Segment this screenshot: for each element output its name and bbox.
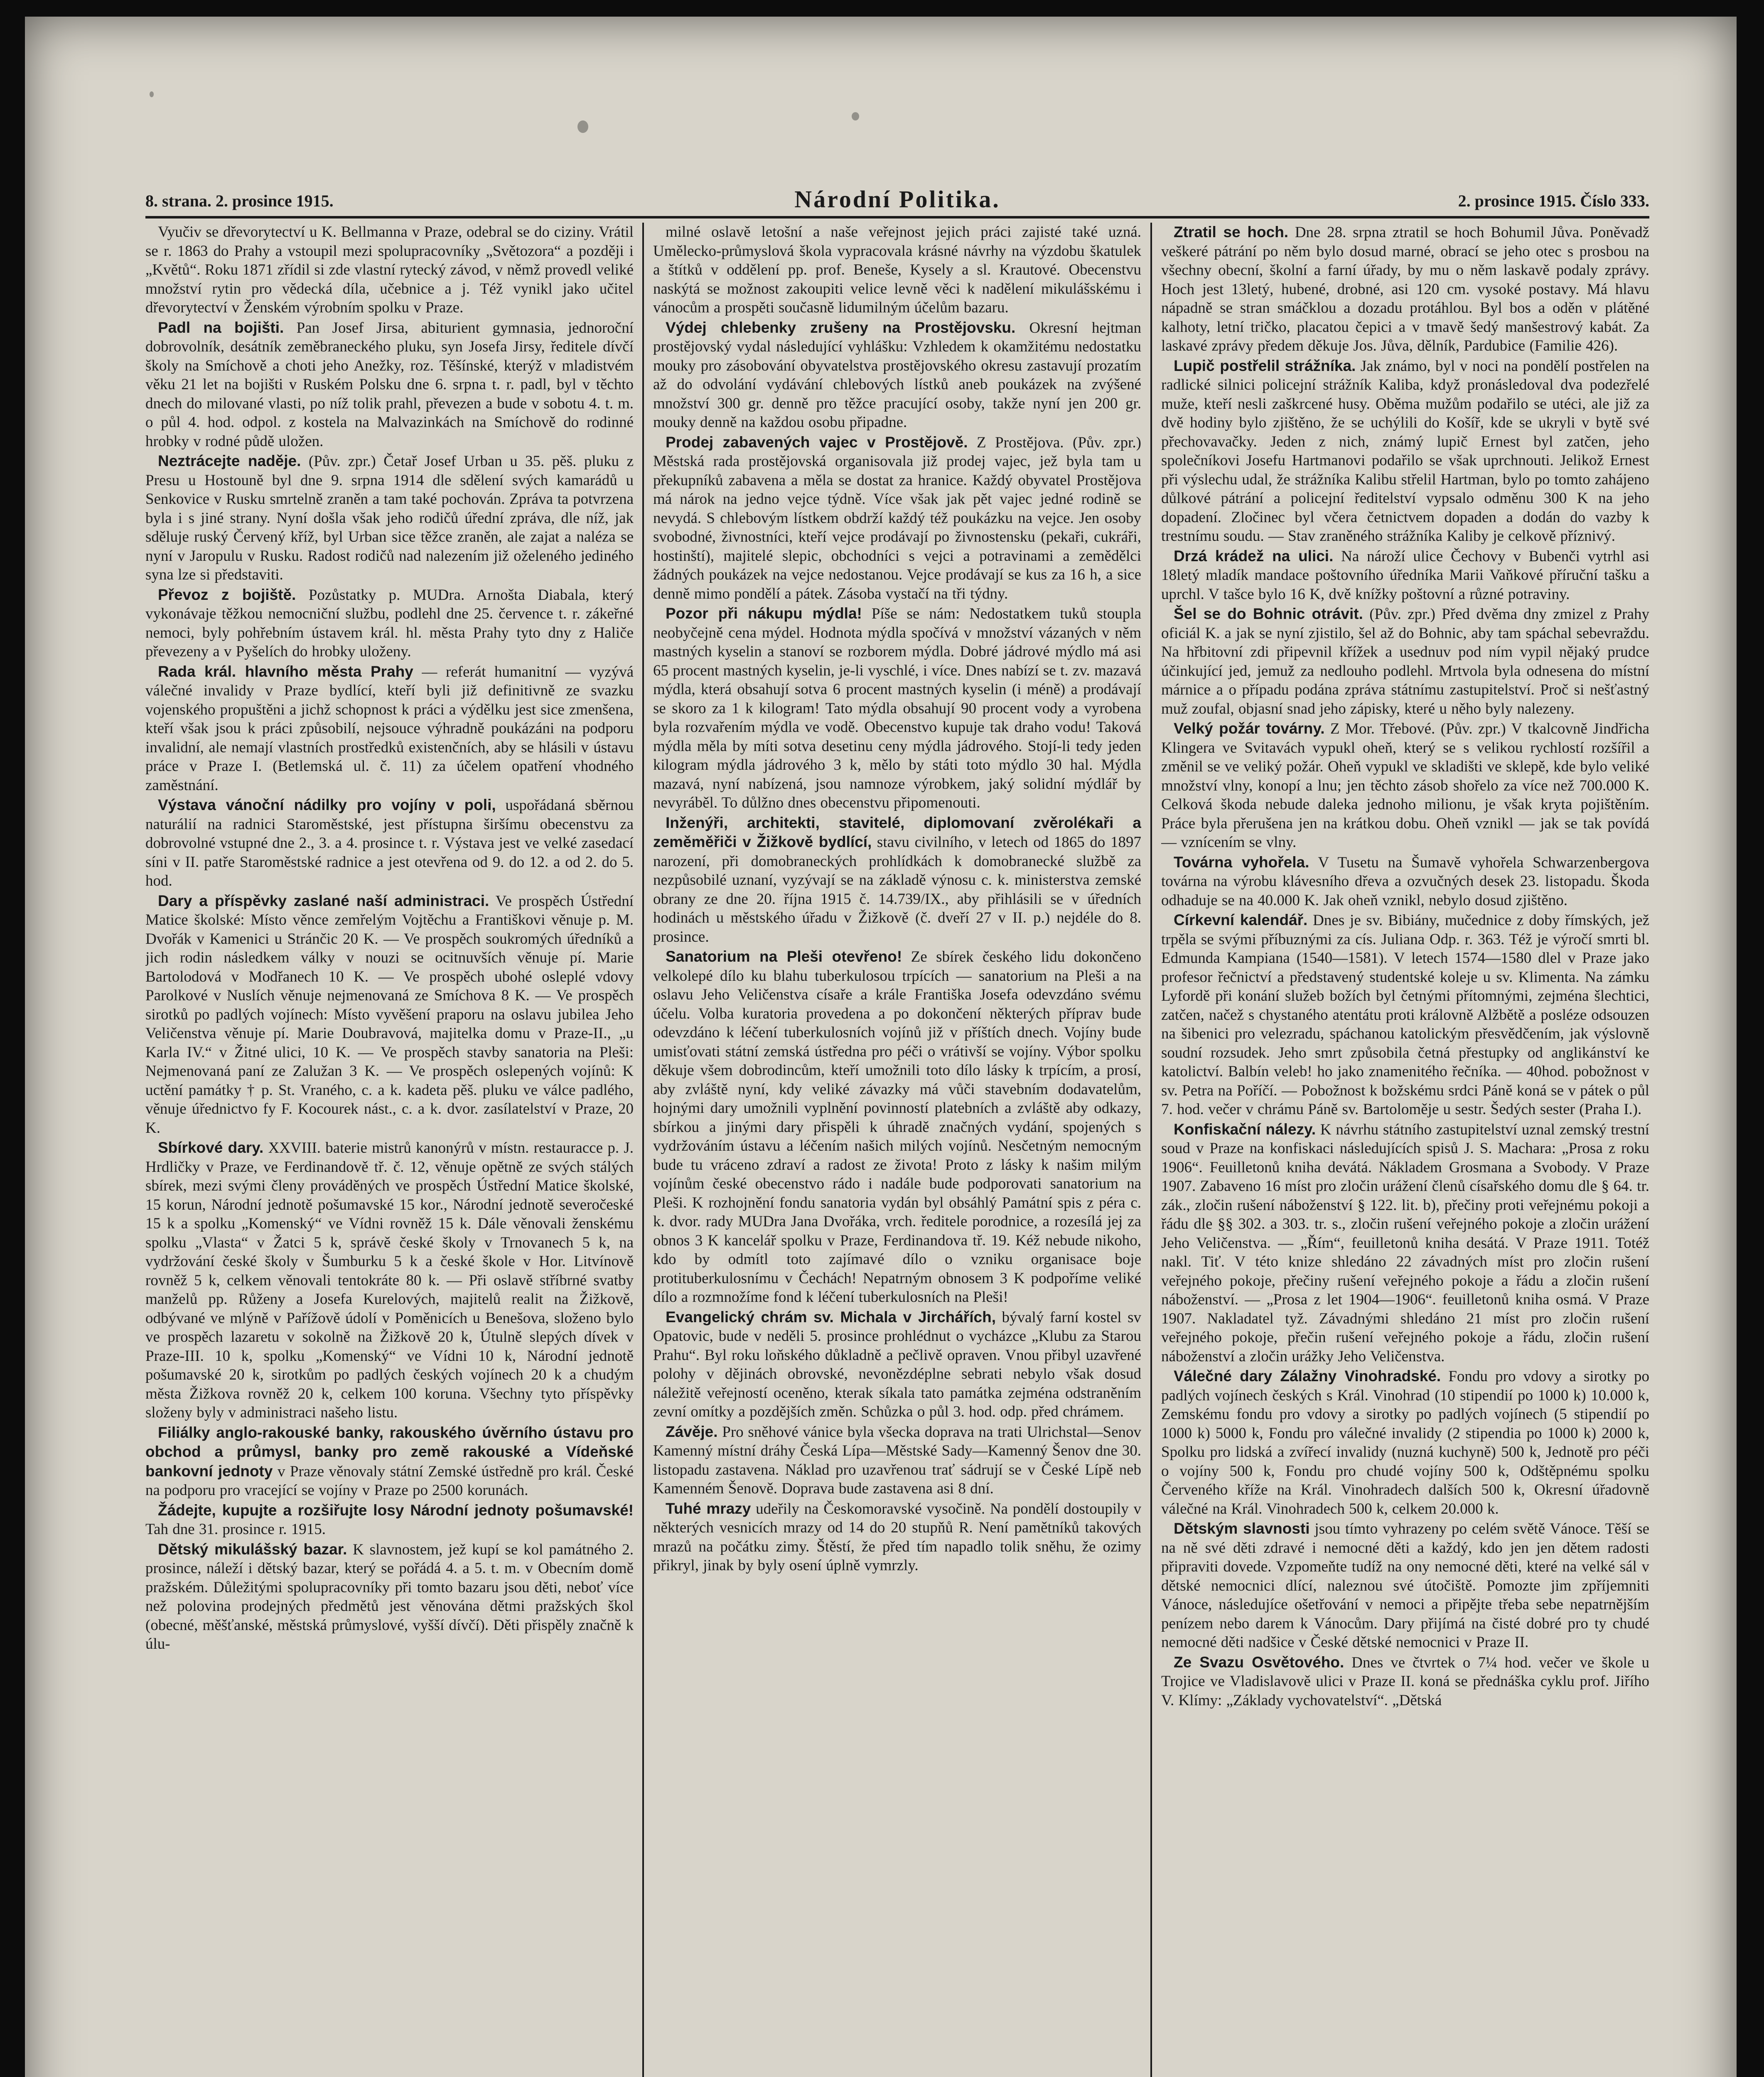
ink-speck bbox=[150, 91, 154, 97]
news-item bbox=[653, 604, 1141, 813]
masthead-title: Národní Politika. bbox=[794, 186, 1000, 213]
news-text: Dnes je sv. Bibiány, mučednice z doby římských, jež trpěla se svými příbuznými za cís. Juliana Odp. r. 363. Též je výročí smrti bl. Edmunda Kampiana (1540—1581). V letech 1574—1580 dlel v Praze jako profesor řečnictví a představený studentské koleje u sv. Klimenta. Na zámku Lyfordě při konání služeb božích byl četnými přítomnými, zejména šlechtici, zatčen, načež s chystaného atentátu proti královně Alžbětě a posléze odsouzen na šibenici pro velezradu, spáchanou katolickým přesvědčením, jak výslovně soudní rozsudek. Jeho smrt způsobila četná přestupky od anglikánství ke katolictví. Balbín veleb! ho jako znamenitého řečníka. — 40hod. pobožnost v sv. Petra na Poříčí. — Pobožnost k božskému srdci Páně koná se v pátek o půl 7. hod. večer v chrámu Páně sv. Bartoloměje u sestr. Šedých sester (Praha I.). bbox=[1161, 912, 1649, 1118]
news-text: Z Mor. Třebové. (Pův. zpr.) V tkalcovně Jindřicha Klingera ve Svitavách vypukl oheň, který se s velikou rychlostí rozšířil a změnil se ve veliký požár. Oheň vypukl ve skladišti ve sklepě, kde bylo veliké množství vlny, konopí a lnu; jen těchto zásob shořelo za více než 700.000 K. Celková škoda nebude daleka jednoho milionu, je však kryta pojištěním. Práce byla přerušena jen na krátkou dobu. Oheň vznikl — jak se tak povídá — vznícením se vlny. bbox=[1161, 720, 1649, 851]
news-headline: Drzá krádež na ulici. bbox=[1174, 547, 1334, 565]
news-text: Jak známo, byl v noci na pondělí postřelen na radlické silnici policejní strážník Kaliba, když pronásledoval dva podezřelé muže, kteří nesli zaškrcené husy. Oběma mužům podařilo se utéci, ale již za dvě hodiny bylo zjištěno, že se uchýlili do Košíř, kde se ukryli v bytě své přechovavačky. Jeden z nich, známý lupič Ernest byl zatčen, jeho společníkovi Josefu Hartmanovi podařilo se však uprchnouti. Jelikož Ernest při výslechu udal, že strážníka Kalibu střelil Hartman, bylo po tomto zahájeno důlkové pátrání a policejní ředitelství vypsalo odměnu 300 K na jeho dopadení. Zločinec byl včera četnictvem dopaden a dodán do vazby k trestnímu soudu. — Stav zraněného strážníka Kaliby je celkově příznivý. bbox=[1161, 357, 1649, 545]
page-number-date: 8. strana. 2. prosince 1915. bbox=[145, 191, 334, 210]
news-item bbox=[1161, 853, 1649, 910]
news-headline: Tuhé mrazy bbox=[666, 1500, 751, 1517]
news-text: Pozůstatky p. MUDra. Arnošta Diabala, který vykonávaje těžkou nemocniční službu, podlehl dne 25. července t. r. zákeřné nemoci, byly pohřebním ústavem král. hl. města Prahy tyto dny z Haliče převezeny a v Pyšelích do hrobky uloženy. bbox=[145, 586, 634, 660]
news-item bbox=[653, 1308, 1141, 1421]
news-text: Tah dne 31. prosince r. 1915. bbox=[145, 1521, 326, 1538]
news-text: Pro sněhové vánice byla všecka doprava na trati Ulrichstal—Senov Kamenný místní dráhy Česká Lípa—Městské Sady—Kamenný Šenov dne 30. listopadu zastavena. Náklad pro uzavřenou trať sádrují se v České Lípě neb Kamenném Šenově. Doprava bude zastavena asi 8 dní. bbox=[653, 1423, 1141, 1497]
article-columns bbox=[145, 223, 1649, 2077]
news-headline: Pozor při nákupu mýdla! bbox=[666, 605, 862, 622]
newspaper-page bbox=[145, 183, 1649, 2077]
news-item bbox=[653, 223, 1141, 317]
news-text: Píše se nám: Nedostatkem tuků stoupla neobyčejně cena mýdel. Hodnota mýdla spočívá v množství vázaných v něm mastných kyselin a stanoví se rozborem mýdla. Dobré jádrové mýdlo má asi 65 procent mastných kyselin, je-li vyschlé, i více. Dnes nabízí se t. zv. mazavá mýdla, která obsahují sotva 6 procent mastných kyselin (i méně) a prodávají se skoro za 1 k kilogram! Tato mýdla obsahují 90 procent vody a vyrobena byla rozvařením mýdla ve vodě. Obecenstvo kupuje tak draho vodu! Taková mýdla měla by míti sotva desetinu ceny mýdla jádrového. Stojí-li tedy jeden kilogram mýdla jádrového 3 k, mělo by státi toto mýdlo 30 hal. Mýdla mazavá, nyní nabízená, jsou namnoze výrobkem, jaký solidní mýdlář by nevyráběl. To důlžno dnes obecenstvu připomenouti. bbox=[653, 605, 1141, 811]
news-text: udeřily na Českomoravské vysočině. Na pondělí dostoupily v některých vesnicích mrazy od 14 do 20 stupňů R. Není pamětníků takových mrazů na počátku zimy. Štěstí, že před tím napadlo tolik sněhu, že ozimy přikryl, jinak by byly osení úplně vymrzly. bbox=[653, 1500, 1141, 1574]
news-text: milné oslavě letošní a naše veřejnost jejich práci zajisté také uzná. Umělecko-průmyslová škola vypracovala krásné návrhy na výzdobu škatulek a štítků v oddělení pp. prof. Beneše, Kysely a sl. Krautové. Obecenstvu naskýtá se možnost zakoupiti velice levně věci k nadělení mikulášskému i vánocům a prospěti současně lidumilným účelům bazaru. bbox=[653, 223, 1141, 316]
news-headline: Válečné dary Zálažny Vinohradské. bbox=[1174, 1367, 1441, 1385]
news-item bbox=[145, 891, 634, 1138]
news-item bbox=[145, 452, 634, 584]
news-text: (Pův. zpr.) Před dvěma dny zmizel z Prahy oficiál K. a jak se nyní zjistilo, šel až do Bohnic, aby tam spáchal sebevraždu. Na hřbitovní zdi připevnil křížek a usednuv pod ním vypil nějaký prudce účinkující jed, jemuž za nedlouho podlehl. Mrtvola byla odnesena do místní márnice a o případu podána zpráva státnímu zastupitelství. Proč si nešťastný muž zoufal, objasní snad jeho zápisky, které u něho byly nalezeny. bbox=[1161, 606, 1649, 717]
news-text: Fondu pro vdovy a sirotky po padlých vojínech českých s Král. Vinohrad (10 stipendií po 1000 k) 10.000 k, Zemskému fondu pro vdovy a sirotky po padlých vojínech (5 stipendií po 1000 k) 5000 k, Fondu pro válečné invalidy (2 stipendia po 1000 k) 2000 k, Spolku pro lidská a zvířecí invalidy (nuzná kuchyně) 500 k, Jednotě pro péči o vojíny 500 k, Fondu pro chudé vojíny 500 k, Odštěpnému spolku Červeného kříže na Král. Vinohradech dalších 500 k, Okresní úřadovně válečné na Král. Vinohradech 500 k, celkem 20.000 k. bbox=[1161, 1368, 1649, 1517]
news-item bbox=[1161, 911, 1649, 1119]
news-item bbox=[1161, 719, 1649, 852]
news-text: K návrhu státního zastupitelství uznal zemský trestní soud v Praze na konfiskaci následujících spisů J. S. Machara: „Prosa z roku 1906“. Feuilletonů kniha devátá. Nákladem Grosmana a Svobody. V Praze 1907. Zabaveno 16 míst pro zločin urážení členů císařského domu dle § 64. tr. zák., zločin rušení náboženství § 122. lit. b), přečiny proti veřejnému pokoji a řádu dle §§ 302. a 303. tr. s., zločin rušení veřejného pokoje a zločin urážení Jeho Veličenstva. — „Řím“, feuilletonů kniha desátá. V Praze 1911. Totéž nakl. Tiť. V této knize shledáno 22 závadných míst pro zločin rušení veřejného pokoje, přečiny rušení veřejného pokoje a řádu a zločin rušení náboženství. — „Prosa z let 1904—1906“. feuilletonů kniha osmá. V Praze 1907. Nakladatel tyž. Závadnými shledáno 21 míst pro zločin rušení veřejného pokoje, přečin rušení veřejného pokoje a řádu, zločin rušení náboženství a zločin urážky Jeho Veličenstva. bbox=[1161, 1121, 1649, 1365]
news-item bbox=[653, 947, 1141, 1307]
news-text: v Praze věnovaly státní Zemské ústředně pro král. České na podporu pro vracející se vojíny v Praze po 2500 korunách. bbox=[145, 1463, 634, 1499]
news-text: Dnes ve čtvrtek o 7¼ hod. večer ve škole u Trojice ve Vladislavově ulici v Praze II. koná se přednáška cyklu prof. Jiřího V. Klímy: „Základy vychovatelství“. „Dětská bbox=[1161, 1654, 1649, 1709]
news-text: V Tusetu na Šumavě vyhořela Schwarzenbergova továrna na výrobu klávesního dřeva a ozvučných desek 23. listopadu. Škoda odhaduje se na 40.000 K. Jak oheň vznikl, nebylo dosud zjištěno. bbox=[1161, 854, 1649, 909]
column-3 bbox=[1161, 223, 1649, 2077]
news-text: jsou tímto vyhrazeny po celém světě Vánoce. Těší se na ně své děti zdravé i nemocné děti a každý, kdo jen jen dětem radosti připraviti dovede. Vzpomeňte tudíž na ony nemocné děti, které na velké sál v dětské nemocnici dlící, naleznou své útočiště. Pomozte jim zpříjemniti Vánoce, následujíce ošetřování v nemoci a připějte třeba sebe nepatrnějším penízem nebo darem k Vánocům. Dary přijímá na čisté dobré pro ty chudé nemocné děti nadšice v České dětské nemocnici v Praze II. bbox=[1161, 1520, 1649, 1651]
news-text: Pan Josef Jirsa, abiturient gymnasia, jednoroční dobrovolník, desátník zeměbraneckého pluku, syn Josefa Jirsy, ředitele dívčí školy na Smíchově a choti jeho Anežky, roz. Těšínské, kterýž v mladistvém věku 21 let na bojišti v Ruském Polsku dne 6. srpna t. r. padl, byl v těchto dnech do milované vlasti, po níž tolik prahl, převezen a bude v sobotu 4. t. m. o půl 4. hod. odpol. z kostela na Malvazinkách na Smíchově do rodinné hrobky v rodné půdě uložen. bbox=[145, 319, 634, 450]
ink-speck bbox=[577, 120, 588, 133]
news-item bbox=[145, 795, 634, 891]
news-headline: Šel se do Bohnic otrávit. bbox=[1174, 605, 1363, 622]
news-item bbox=[1161, 1519, 1649, 1652]
news-headline: Padl na bojišti. bbox=[158, 319, 284, 336]
news-item bbox=[653, 433, 1141, 604]
news-item bbox=[1161, 1120, 1649, 1366]
news-headline: Konfiskační nálezy. bbox=[1174, 1120, 1316, 1138]
news-headline: Sbírkové dary. bbox=[158, 1139, 264, 1156]
news-headline: Prodej zabavených vajec v Prostějově. bbox=[666, 433, 968, 451]
news-text: XXVIII. baterie mistrů kanonýrů v místn. restauracce p. J. Hrdličky v Praze, ve Ferdinandově tř. č. 12, věnuje opětně ze svých stálých sbírek, mezi svými členy prováděných ve prospěch Ústřední Matice školské, 15 korun, Národní jednotě pošumavské 15 kor., Národní jednotě severočeské 15 k a spolku „Komenský“ ve Vídni rovněž 15 k. Dále věnovali ženskému spolku „Vlasta“ v Žatci 5 k, správě české školy v Trnovanech 5 k, na vydržování české školy v Šumburku 5 k a české škole v Hor. Litvínově rovněž 5 k, celkem věnovali tentokráte 80 k. — Při oslavě stříbrné svatby manželů pp. Růženy a Josefa Kurelových, majitelů realit na Žižkově, odbývané ve mlýně v Pařížově údolí v Poměnicích u Benešova, složeno bylo ve prospěch lazaretu v sokolně na Žižkově 20 k, Útulně slepých dívek v Praze-III. 10 k, spolku „Komenský“ ve Vídni 10 k, Národní jednotě pošumavské 20 k, sirotkům po padlých českých vojínech 20 k a chudým města Žižkova rovněž 20 k, celkem 100 koruna. Všechny tyto příspěvky složeny byly v administraci našeho listu. bbox=[145, 1139, 634, 1421]
ink-speck bbox=[852, 112, 859, 120]
news-text: Vyučiv se dřevorytectví u K. Bellmanna v Praze, odebral se do ciziny. Vrátil se r. 1863 do Prahy a vstoupil mezi spolupracovníky „Světozora“ a později i „Květů“. Roku 1871 zřídil si zde vlastní rytecký závod, v němž provedl veliké množství rytin pro vědecká díla, učebnice a j. Též vynikl jako učitel dřevorytectví v Ženském výrobním spolku v Praze. bbox=[145, 223, 634, 316]
news-headline: Filiálky anglo-rakouské banky, rakouského úvěrního ústavu pro obchod a průmysl, banky pro země rakouské a Vídeňské bankovní jednoty bbox=[145, 1424, 634, 1480]
news-text: uspořádaná sběrnou naturálií na radnici Staroměstské, jest přístupna širšímu obecenstvu za dobrovolné vstupné dne 2., 3. a 4. prosince t. r. Výstava jest ve velké zasedací síni v II. patře Staroměstské radnice a jest otevřena od 9. do 12. a od 2. do 5. hod. bbox=[145, 797, 634, 889]
news-text: Na nároží ulice Čechovy v Bubenči vytrhl asi 18letý mladík mandace poštovního úředníka Marii Vaňkové příruční tašku a uprchl. V tašce bylo 16 K, dvě knížky poštovní a různé potraviny. bbox=[1161, 547, 1649, 603]
news-headline: Dětským slavnosti bbox=[1174, 1520, 1310, 1537]
news-item bbox=[145, 662, 634, 795]
news-text: stavu civilního, v letech od 1865 do 1897 narození, při domobraneckých prohlídkách k domobranecké službě za nezpůsobilé uznaní, vyzývají se na základě výnosu c. k. ministerstva zemské obrany ze dne 20. října 1915 č. 14.739/IX., aby přihlásili se v úředních hodinách u městského úřadu v Žižkově (č. dveří 27 v II. p.) nejdéle do 8. prosince. bbox=[653, 834, 1141, 945]
news-item bbox=[653, 318, 1141, 432]
newspaper-sheet bbox=[25, 17, 1737, 2077]
news-headline: Továrna vyhořela. bbox=[1174, 853, 1309, 871]
news-item bbox=[145, 1501, 634, 1539]
news-item bbox=[1161, 547, 1649, 604]
news-item bbox=[653, 1499, 1141, 1575]
news-headline: Výdej chlebenky zrušeny na Prostějovsku. bbox=[666, 319, 1016, 336]
news-headline: Závěje. bbox=[666, 1423, 718, 1440]
news-headline: Neztrácejte naděje. bbox=[158, 452, 301, 469]
news-text: bývalý farní kostel sv Opatovic, bude v neděli 5. prosince prohlédnut o vycházce „Klubu za Starou Prahu“. Byl roku loňského důkladně a pečlivě opraven. Vnou přibyl uzavřené polohy v dějinách obrovské, nevonězdéplne sebrati nebylo však dosud náležitě veřejností oceněno, kterak síkala tato památka zejména odstraněním zevní omítky a pozdějších změn. Schůzka o půl 3. hod. odp. před chrámem. bbox=[653, 1309, 1141, 1420]
column-2 bbox=[653, 223, 1141, 2077]
news-item bbox=[145, 1540, 634, 1654]
news-text: Okresní hejtman prostějovský vydal následující vyhlášku: Vzhledem k okamžitému nedostatku mouky pro zásobování obyvatelstva prostějovského okresu zastavují prozatím až do odvolání vydávání chlebových lístků aneb poukázek na zvýšené množství 300 gr. denně pro těžce pracující osoby, takže nyní jen 200 gr. mouky denně na každou osobu připadne. bbox=[653, 319, 1141, 431]
news-text: K slavnostem, jež kupí se kol památného 2. prosince, náleží i dětský bazar, který se pořádá 4. a 5. t. m. v Obecním domě pražském. Důležitými spolupracovníky při tomto bazaru jsou děti, neboť více než polovina prodejných předmětů jest věnována dětmi pražských škol (obecné, měšťanské, městská průmyslové, vyšší dívčí). Děti přispěly značně k úlu- bbox=[145, 1541, 634, 1652]
news-headline: Lupič postřelil strážníka. bbox=[1174, 357, 1356, 374]
news-headline: Evangelický chrám sv. Michala v Jirchářích, bbox=[666, 1308, 996, 1326]
news-item bbox=[1161, 1367, 1649, 1518]
news-item bbox=[1161, 604, 1649, 718]
news-text: Ze sbírek českého lidu dokončeno velkolepé dílo ku blahu tuberkulosou trpících — sanatorium na Pleši a na oslavu Jeho Veličenstva císaře a krále Františka Josefa odevzdáno svému účelu. Volba kuratoria provedena a po dokončení některých příprav bude odevzdáno k léčení tuberkulosních vojínů již v příštích dnech. Vojíny bude umisťovati státní zemská ústředna pro péči o vrátivší se vojíny. Výbor spolku děkuje všem dobrodincům, kteří umožnili toto dílo lásky k trpícím, a prosí, aby zvláště nyní, kdy veliké závazky má vůči stavebním dodavatelům, hojnými dary umožnili vyplnění povinností platebních a zvláště aby odkazy, sbírkou a jinými dary přispěli k úhradě značných vydání, spojených s vydržováním ústavu a léčením našich milých vojínů. Nesčetným nemocným bude tu vráceno zdraví a radost ze života! Proto z lásky k našim milým vojínům české obecenstvo rádo i nadále bude podporovati sanatorium na Pleši. K rozhojnění fondu sanatoria vydán byl obsáhlý Památní spis z péra c. k. dvor. rady MUDra Jana Dvořáka, vrch. ředitele porodnice, a rozesílá jej za obnos 3 K kancelář spolku v Praze, Ferdinandova tř. 19. Kéž nebude nikoho, kdo by odmítl toto zajímavé dílo o vzniku organisace boje protituberkulosnímu v Čechách! Nepatrným obnosem 3 K podpoříme veliké dílo a rozmnožíme fond k léčení tuberkulosních na Pleši! bbox=[653, 948, 1141, 1306]
news-item bbox=[145, 585, 634, 661]
news-text: — referát humanitní — vyzývá válečné invalidy v Praze bydlící, kteří byli již definitivně ze svazku vojenského propuštěni a jichž schopnost k práci a výdělku jest sice zmenšena, kteří však jsou k práci způsobilí, nejsouce výhradně poukázáni na podporu invalidní, ale nemají vlastních prostředků existenčních, aby se hlásili v ústavu práce v Praze I. (Betlemská ul. č. 11) za účelem opatření vhodného zaměstnání. bbox=[145, 663, 634, 794]
news-item bbox=[653, 813, 1141, 947]
news-text: (Pův. zpr.) Četař Josef Urban u 35. pěš. pluku z Presu u Hostouně byl dne 9. srpna 1914 dle sdělení svých kamarádů u Senkovice v Rusku smrtelně zraněn a tam také pochován. Zpráva ta potvrzena byla i s jiné strany. Nyní došla však jeho rodičů úřední zpráva, dle níž, jak sděluje ruský Červený kříž, byl Urban sice těžce zraněn, ale zajat a naléza se nyní v Jaropulu v Rusku. Radost rodičů nad nalezením již oželeného jediného syna lze si představiti. bbox=[145, 453, 634, 583]
news-item bbox=[145, 1423, 634, 1500]
news-headline: Rada král. hlavního města Prahy bbox=[158, 663, 413, 680]
news-item bbox=[1161, 223, 1649, 356]
news-text: Z Prostějova. (Pův. zpr.) Městská rada prostějovská organisovala již prodej vajec, jež byla tam u překupníků zabavena a měla se dostat za hranice. Každý obyvatel Prostějova má nárok na jedno vejce týdně. Více však jak pět vajec jedné rodině se nevydá. S chlebovým lístkem obdrží každý též poukázku na vejce. Jen osoby svobodné, živnostníci, kteří vejce prodávají po živnostensku (pekaři, cukráři, hostinští), majitelé slepic, obchodníci s vejci a potravinami a zemědělci žádných poukázek na vejce nedostanou. Vejce prodávají se kus za 16 h, a sice denně mimo pondělí a pátek. Zásoba vystačí na tři týdny. bbox=[653, 434, 1141, 602]
news-item bbox=[1161, 1653, 1649, 1710]
news-item bbox=[145, 318, 634, 451]
column-1 bbox=[145, 223, 634, 2077]
news-headline: Výstava vánoční nádilky pro vojíny v poli, bbox=[158, 796, 496, 813]
news-item bbox=[145, 1138, 634, 1422]
issue-date-number: 2. prosince 1915. Číslo 333. bbox=[1458, 191, 1649, 210]
news-item bbox=[145, 223, 634, 317]
news-headline: Převoz z bojiště. bbox=[158, 586, 296, 603]
news-headline: Velký požár továrny. bbox=[1174, 720, 1325, 737]
news-item bbox=[653, 1422, 1141, 1498]
news-headline: Ze Svazu Osvětového. bbox=[1174, 1653, 1344, 1671]
news-headline: Sanatorium na Pleši otevřeno! bbox=[666, 948, 902, 965]
news-headline: Ztratil se hoch. bbox=[1174, 223, 1289, 241]
news-text: Ve prospěch Ústřední Matice školské: Místo věnce zemřelým Vojtěchu a Františkovi věnuje p. M. Dvořák v Kamenici u Stránčic 20 K. — Ve prospěch soukromých úředníků a jich rodin následkem války v nouzi se ocitnuvších věnuje pí. Marie Bartolodová v Modřanech 10 K. — Ve prospěch ubohé osleplé vdovy Parolkové v Nuslích věnuje nejmenovaná ze Smíchova 8 K. — Ve prospěch sirotků po padlých vojínech: Místo vyvěšení praporu na oslavu jubilea Jeho Veličenstva věnuje pí. Marie Doubravová, majitelka domu v Praze-II., „u Karla IV.“ v Žitné ulici, 10 K. — Ve prospěch stavby sanatoria na Pleši: Nejmenovaná paní ze Zalužan 3 K. — Ve prospěch oslepených vojínů: K uctění památky † p. St. Vraného, c. a k. kadeta pěš. pluku ve válce padlého, věnuje úřednictvo fy F. Kocourek nást., c. a k. dvor. zasílatelství v Praze, 20 K. bbox=[145, 892, 634, 1137]
news-headline: Žádejte, kupujte a rozšiřujte losy Národní jednoty pošumavské! bbox=[158, 1501, 634, 1519]
news-headline: Církevní kalendář. bbox=[1174, 911, 1308, 928]
news-headline: Inženýři, architekti, stavitelé, diplomovaní zvěrolékaři a zeměměřiči v Žižkově bydlící, bbox=[653, 814, 1141, 850]
news-item bbox=[1161, 356, 1649, 546]
page-header bbox=[145, 183, 1649, 219]
news-headline: Dary a příspěvky zaslané naší administraci. bbox=[158, 892, 489, 909]
news-text: Dne 28. srpna ztratil se hoch Bohumil Jůva. Poněvadž veškeré pátrání po něm bylo dosud marné, obrací se jeho otec s prosbou na všechny obecní, školní a farní úřady, by mu o něm laskavě podaly zprávy. Hoch jest 13letý, hubené, drobné, asi 120 cm. vysoké postavy. Má hlavu nápadně se stran smáčklou a dozadu protáhlou. Byl bos a oděn v plátěné kalhoty, letní tričko, placatou čepici a v tmavě šedý manšestrový kabát. Za laskavé zprávy předem děkuje Jos. Jůva, dělník, Pardubice (Familie 426). bbox=[1161, 224, 1649, 354]
news-headline: Dětský mikulášský bazar. bbox=[158, 1540, 347, 1558]
